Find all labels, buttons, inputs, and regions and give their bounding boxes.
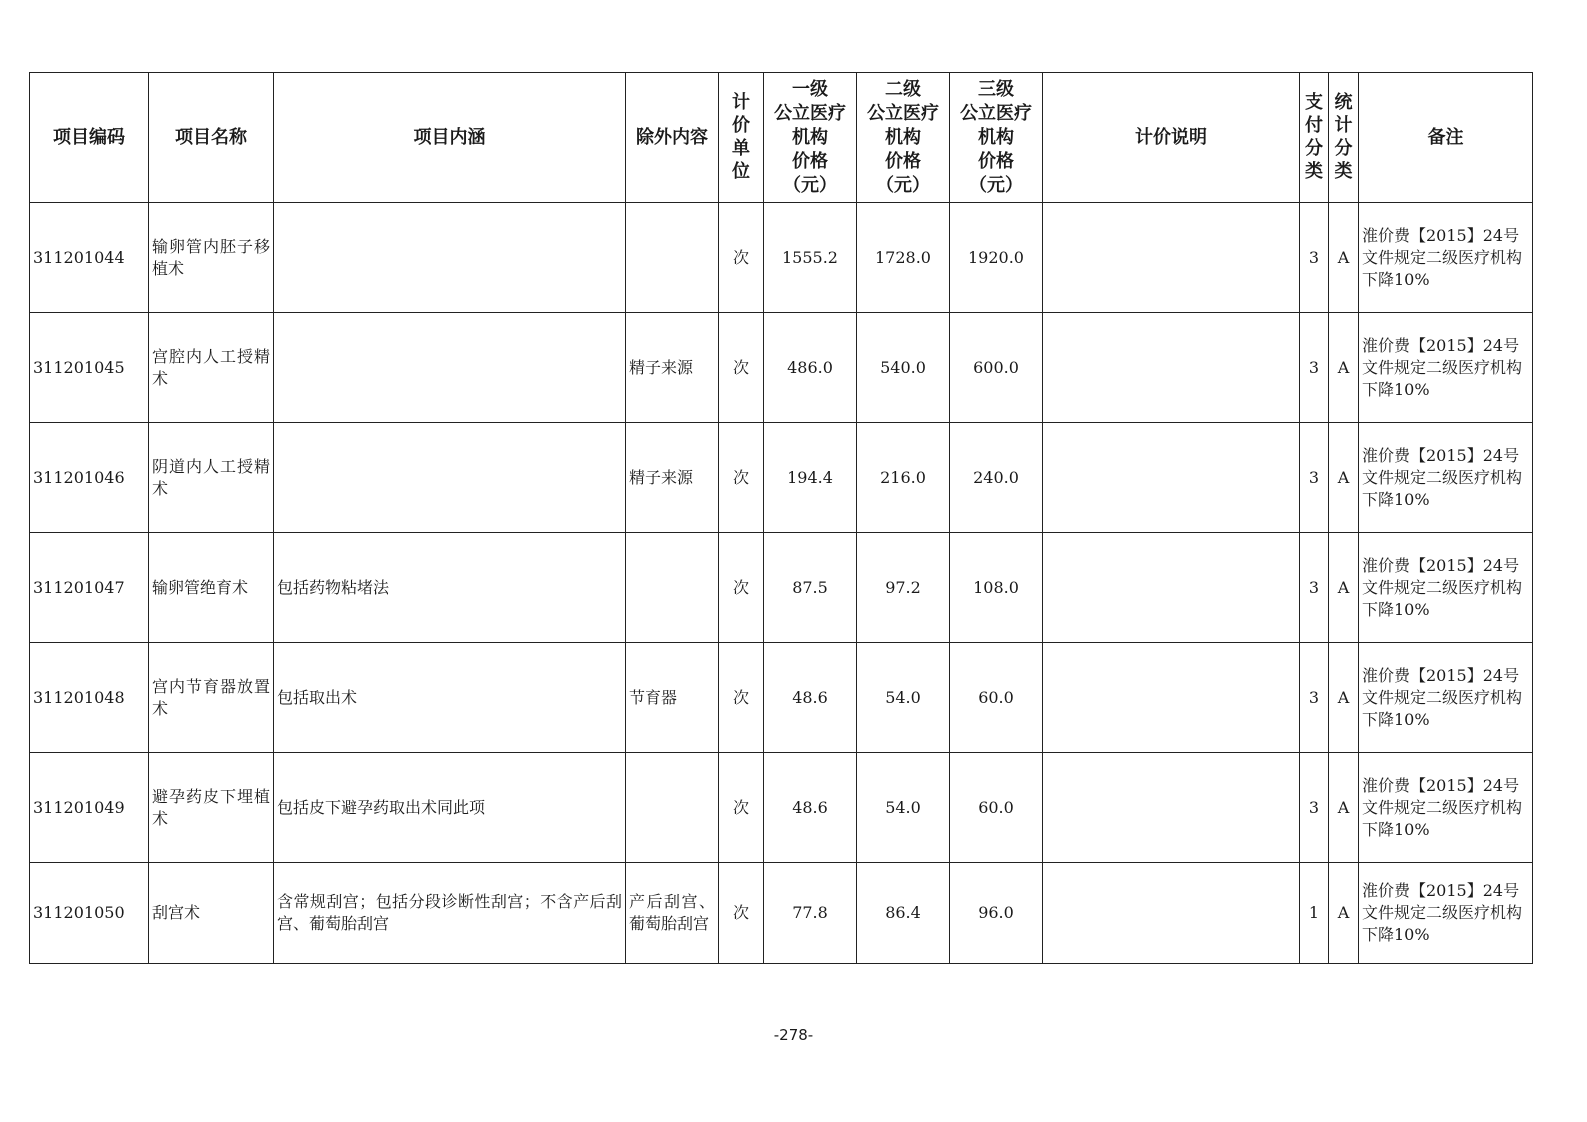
cell-payment-category: 3 bbox=[1300, 643, 1329, 753]
header-price3-line: 价格 bbox=[978, 150, 1014, 172]
cell-content: 包括药物粘堵法 bbox=[274, 533, 626, 643]
cell-price-level1: 194.4 bbox=[764, 423, 857, 533]
cell-price-level3: 1920.0 bbox=[950, 203, 1043, 313]
cell-pricing-note bbox=[1043, 423, 1300, 533]
cell-price-level3: 600.0 bbox=[950, 313, 1043, 423]
header-content: 项目内涵 bbox=[274, 73, 626, 203]
cell-price-level1: 1555.2 bbox=[764, 203, 857, 313]
cell-price-level3: 240.0 bbox=[950, 423, 1043, 533]
cell-price-level2: 54.0 bbox=[857, 643, 950, 753]
cell-excluded bbox=[626, 533, 719, 643]
cell-price-level2: 216.0 bbox=[857, 423, 950, 533]
cell-price-level3: 60.0 bbox=[950, 643, 1043, 753]
cell-price-level2: 86.4 bbox=[857, 863, 950, 964]
cell-unit: 次 bbox=[719, 533, 764, 643]
cell-price-level1: 77.8 bbox=[764, 863, 857, 964]
cell-price-level1: 87.5 bbox=[764, 533, 857, 643]
cell-price-level1: 48.6 bbox=[764, 643, 857, 753]
cell-payment-category: 1 bbox=[1300, 863, 1329, 964]
cell-excluded: 精子来源 bbox=[626, 423, 719, 533]
table-row bbox=[30, 753, 1533, 863]
header-price3-line: 公立医疗 bbox=[960, 102, 1032, 124]
cell-price-level3: 96.0 bbox=[950, 863, 1043, 964]
header-pricing-note: 计价说明 bbox=[1043, 73, 1300, 203]
cell-code: 311201046 bbox=[30, 423, 149, 533]
cell-excluded bbox=[626, 203, 719, 313]
cell-excluded bbox=[626, 753, 719, 863]
cell-remarks: 淮价费【2015】24号文件规定二级医疗机构下降10% bbox=[1359, 313, 1533, 423]
header-price1-line: 机构 bbox=[792, 126, 828, 148]
header-price3-line: （元） bbox=[969, 174, 1023, 196]
cell-name: 输卵管内胚子移植术 bbox=[149, 203, 274, 313]
header-unit-text: 计价单位 bbox=[732, 92, 750, 182]
cell-unit: 次 bbox=[719, 313, 764, 423]
cell-name: 刮宫术 bbox=[149, 863, 274, 964]
cell-pricing-note bbox=[1043, 313, 1300, 423]
cell-payment-category: 3 bbox=[1300, 533, 1329, 643]
cell-price-level1: 48.6 bbox=[764, 753, 857, 863]
header-price-level1 bbox=[764, 73, 857, 203]
cell-unit: 次 bbox=[719, 203, 764, 313]
cell-content: 含常规刮宫；包括分段诊断性刮宫；不含产后刮宫、葡萄胎刮宫 bbox=[274, 863, 626, 964]
header-price2-line: 二级 bbox=[885, 78, 921, 100]
header-price2-line: 机构 bbox=[885, 126, 921, 148]
cell-price-level2: 97.2 bbox=[857, 533, 950, 643]
page-number: -278- bbox=[773, 1026, 814, 1044]
cell-remarks: 淮价费【2015】24号文件规定二级医疗机构下降10% bbox=[1359, 863, 1533, 964]
header-price2-line: 公立医疗 bbox=[867, 102, 939, 124]
cell-code: 311201050 bbox=[30, 863, 149, 964]
cell-excluded: 产后刮宫、葡萄胎刮宫 bbox=[626, 863, 719, 964]
header-remarks: 备注 bbox=[1359, 73, 1533, 203]
table-row bbox=[30, 863, 1533, 964]
cell-pricing-note bbox=[1043, 203, 1300, 313]
cell-code: 311201048 bbox=[30, 643, 149, 753]
header-price3-line: 机构 bbox=[978, 126, 1014, 148]
cell-stat-category: A bbox=[1329, 533, 1359, 643]
table-row bbox=[30, 313, 1533, 423]
table-row bbox=[30, 533, 1533, 643]
cell-remarks: 淮价费【2015】24号文件规定二级医疗机构下降10% bbox=[1359, 643, 1533, 753]
cell-excluded: 节育器 bbox=[626, 643, 719, 753]
cell-unit: 次 bbox=[719, 643, 764, 753]
cell-pricing-note bbox=[1043, 863, 1300, 964]
cell-name: 宫内节育器放置术 bbox=[149, 643, 274, 753]
cell-code: 311201045 bbox=[30, 313, 149, 423]
cell-stat-category: A bbox=[1329, 313, 1359, 423]
cell-content: 包括取出术 bbox=[274, 643, 626, 753]
cell-stat-category: A bbox=[1329, 863, 1359, 964]
cell-stat-category: A bbox=[1329, 643, 1359, 753]
cell-content bbox=[274, 203, 626, 313]
cell-content bbox=[274, 313, 626, 423]
cell-unit: 次 bbox=[719, 753, 764, 863]
cell-price-level3: 60.0 bbox=[950, 753, 1043, 863]
cell-price-level2: 54.0 bbox=[857, 753, 950, 863]
header-stat-category-text: 统计分类 bbox=[1334, 92, 1353, 182]
header-code: 项目编码 bbox=[30, 73, 149, 203]
cell-remarks: 淮价费【2015】24号文件规定二级医疗机构下降10% bbox=[1359, 753, 1533, 863]
cell-name: 避孕药皮下埋植术 bbox=[149, 753, 274, 863]
cell-payment-category: 3 bbox=[1300, 313, 1329, 423]
cell-remarks: 淮价费【2015】24号文件规定二级医疗机构下降10% bbox=[1359, 423, 1533, 533]
cell-stat-category: A bbox=[1329, 203, 1359, 313]
cell-pricing-note bbox=[1043, 753, 1300, 863]
header-name: 项目名称 bbox=[149, 73, 274, 203]
header-price1-line: 一级 bbox=[792, 78, 828, 100]
cell-code: 311201049 bbox=[30, 753, 149, 863]
cell-remarks: 淮价费【2015】24号文件规定二级医疗机构下降10% bbox=[1359, 203, 1533, 313]
header-price-level2 bbox=[857, 73, 950, 203]
cell-unit: 次 bbox=[719, 863, 764, 964]
table-row bbox=[30, 203, 1533, 313]
cell-stat-category: A bbox=[1329, 753, 1359, 863]
header-price1-line: 公立医疗 bbox=[774, 102, 846, 124]
header-price3-line: 三级 bbox=[978, 78, 1014, 100]
table-row bbox=[30, 643, 1533, 753]
cell-name: 宫腔内人工授精术 bbox=[149, 313, 274, 423]
cell-code: 311201044 bbox=[30, 203, 149, 313]
header-price-level3 bbox=[950, 73, 1043, 203]
cell-name: 阴道内人工授精术 bbox=[149, 423, 274, 533]
header-price1-line: （元） bbox=[783, 174, 837, 196]
cell-content bbox=[274, 423, 626, 533]
header-price2-line: 价格 bbox=[885, 150, 921, 172]
header-price2-line: （元） bbox=[876, 174, 930, 196]
cell-payment-category: 3 bbox=[1300, 423, 1329, 533]
cell-price-level3: 108.0 bbox=[950, 533, 1043, 643]
header-row bbox=[30, 73, 1533, 203]
cell-unit: 次 bbox=[719, 423, 764, 533]
table-row bbox=[30, 423, 1533, 533]
header-stat-category bbox=[1329, 73, 1359, 203]
cell-price-level1: 486.0 bbox=[764, 313, 857, 423]
header-payment-category-text: 支付分类 bbox=[1305, 92, 1323, 182]
cell-code: 311201047 bbox=[30, 533, 149, 643]
header-excluded: 除外内容 bbox=[626, 73, 719, 203]
cell-payment-category: 3 bbox=[1300, 203, 1329, 313]
cell-pricing-note bbox=[1043, 533, 1300, 643]
header-unit bbox=[719, 73, 764, 203]
cell-pricing-note bbox=[1043, 643, 1300, 753]
cell-excluded: 精子来源 bbox=[626, 313, 719, 423]
cell-price-level2: 1728.0 bbox=[857, 203, 950, 313]
cell-price-level2: 540.0 bbox=[857, 313, 950, 423]
cell-stat-category: A bbox=[1329, 423, 1359, 533]
header-price1-line: 价格 bbox=[792, 150, 828, 172]
price-table bbox=[29, 72, 1533, 964]
cell-payment-category: 3 bbox=[1300, 753, 1329, 863]
header-payment-category bbox=[1300, 73, 1329, 203]
cell-name: 输卵管绝育术 bbox=[149, 533, 274, 643]
cell-remarks: 淮价费【2015】24号文件规定二级医疗机构下降10% bbox=[1359, 533, 1533, 643]
cell-content: 包括皮下避孕药取出术同此项 bbox=[274, 753, 626, 863]
